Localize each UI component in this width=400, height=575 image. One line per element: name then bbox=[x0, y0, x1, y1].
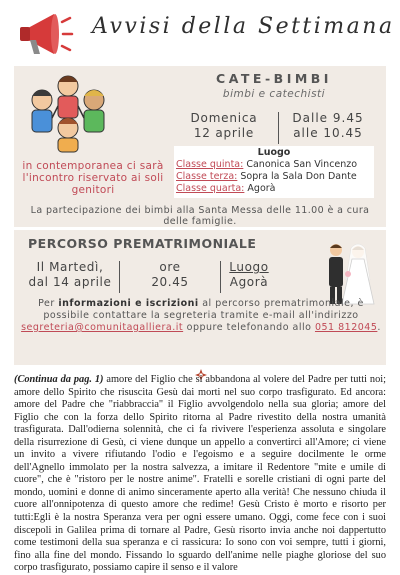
cate-bimbi-title: CATE-BIMBI bbox=[216, 71, 332, 86]
divider bbox=[119, 261, 120, 293]
divider bbox=[278, 112, 279, 144]
cate-bimbi-subtitle: bimbi e catechisti bbox=[222, 88, 326, 100]
page-header bbox=[0, 0, 400, 64]
mass-participation-note: La partecipazione dei bimbi alla Santa Messa delle 11.00 è a cura delle famiglie. bbox=[30, 205, 370, 227]
location-item: Classe quarta: Agorà bbox=[176, 183, 276, 194]
percorso-schedule bbox=[24, 260, 280, 296]
location-item: Classe quinta: Canonica San Vincenzo bbox=[176, 159, 358, 170]
cate-bimbi-date: Domenica 12 aprile bbox=[190, 111, 258, 140]
page-title: Avvisi della Settimana bbox=[92, 14, 395, 39]
article-body: amore del Figlio che si abbandona al volere del Padre per tutti noi; amore dello Spirito che risuscita Gesù dai morti nel suo corpo trasfigurato. Ed ancora: amore del Padre che "riabbraccia" il Figlio avvolgendolo nella sua gloria; amore del Figlio che con la forza dello Spirito ritorna al Padre rivestito della nostra umanità trasfigurata. Dall'odierna solennità, che ci fa rivivere l'esperienza assoluta e singolare della risurrezione di Gesù, ci viene dunque un appello a convertirci all'Amore; ci viene un invito a vivere rifiutando l'odio e l'egoismo e a seguire docilmente le orme dell'Agnello immolato per la nostra salvezza, a imitare il Redentore "mite e umile di cuore", che è "ristoro per le nostre anime". Fratelli e sorelle cristiani di ogni parte del mondo, uomini e donne di animo sinceramente aperto alla verità! Che nessuno chiuda il cuore all'onnipotenza di questo amore che redime! Gesù Cristo è morto e risorto per tutti:Egli è la nostra Speranza vera per ogni essere umano. Oggi, come fece con i suoi discepoli in Galilea prima di tornare al Padre, Gesù risorto invia anche noi dappertutto come testimoni della sua speranza e ci rassicura: Io sono con voi sempre, tutti i giorni, fino alla fine del mondo. Fissando lo sguardo dell'anime nelle piaghe gloriose del suo corpo trasfigurato, possiamo capire il senso e il valore bbox=[14, 374, 386, 574]
phone-link[interactable]: 051 812045 bbox=[314, 322, 378, 333]
percorso-info: Per informazioni e iscrizioni al percorso prematrimoniale, è possibile contattare la segreteria tramite e-mail all'indirizzo segreteria@comunitagalliera.it oppure telefonando allo 051 812045. bbox=[21, 298, 381, 333]
percorso-title: PERCORSO PREMATRIMONIALE bbox=[28, 236, 257, 251]
locations-title: Luogo bbox=[257, 147, 291, 158]
cate-bimbi-time: Dalle 9.45 alle 10.45 bbox=[292, 111, 364, 140]
percorso-location: Luogo Agorà bbox=[229, 260, 269, 289]
location-item: Classe terza: Sopra la Sala Don Dante bbox=[176, 171, 357, 182]
percorso-day: Il Martedì, dal 14 aprile bbox=[28, 260, 112, 289]
megaphone-icon bbox=[14, 10, 76, 60]
cate-bimbi-schedule bbox=[172, 111, 372, 147]
parents-meeting-note: in contemporanea ci sarà l'incontro riservato ai soli genitori bbox=[22, 160, 164, 196]
wedding-couple-illustration bbox=[314, 240, 380, 306]
percorso-time: ore 20.45 bbox=[151, 260, 189, 289]
article-continuation bbox=[14, 374, 386, 575]
kids-illustration bbox=[20, 70, 116, 154]
divider bbox=[220, 261, 221, 293]
continuation-reference: (Continua da pag. 1) bbox=[14, 374, 104, 385]
cate-bimbi-locations bbox=[174, 146, 374, 198]
email-link[interactable]: segreteria@comunitagalliera.it bbox=[21, 322, 184, 333]
